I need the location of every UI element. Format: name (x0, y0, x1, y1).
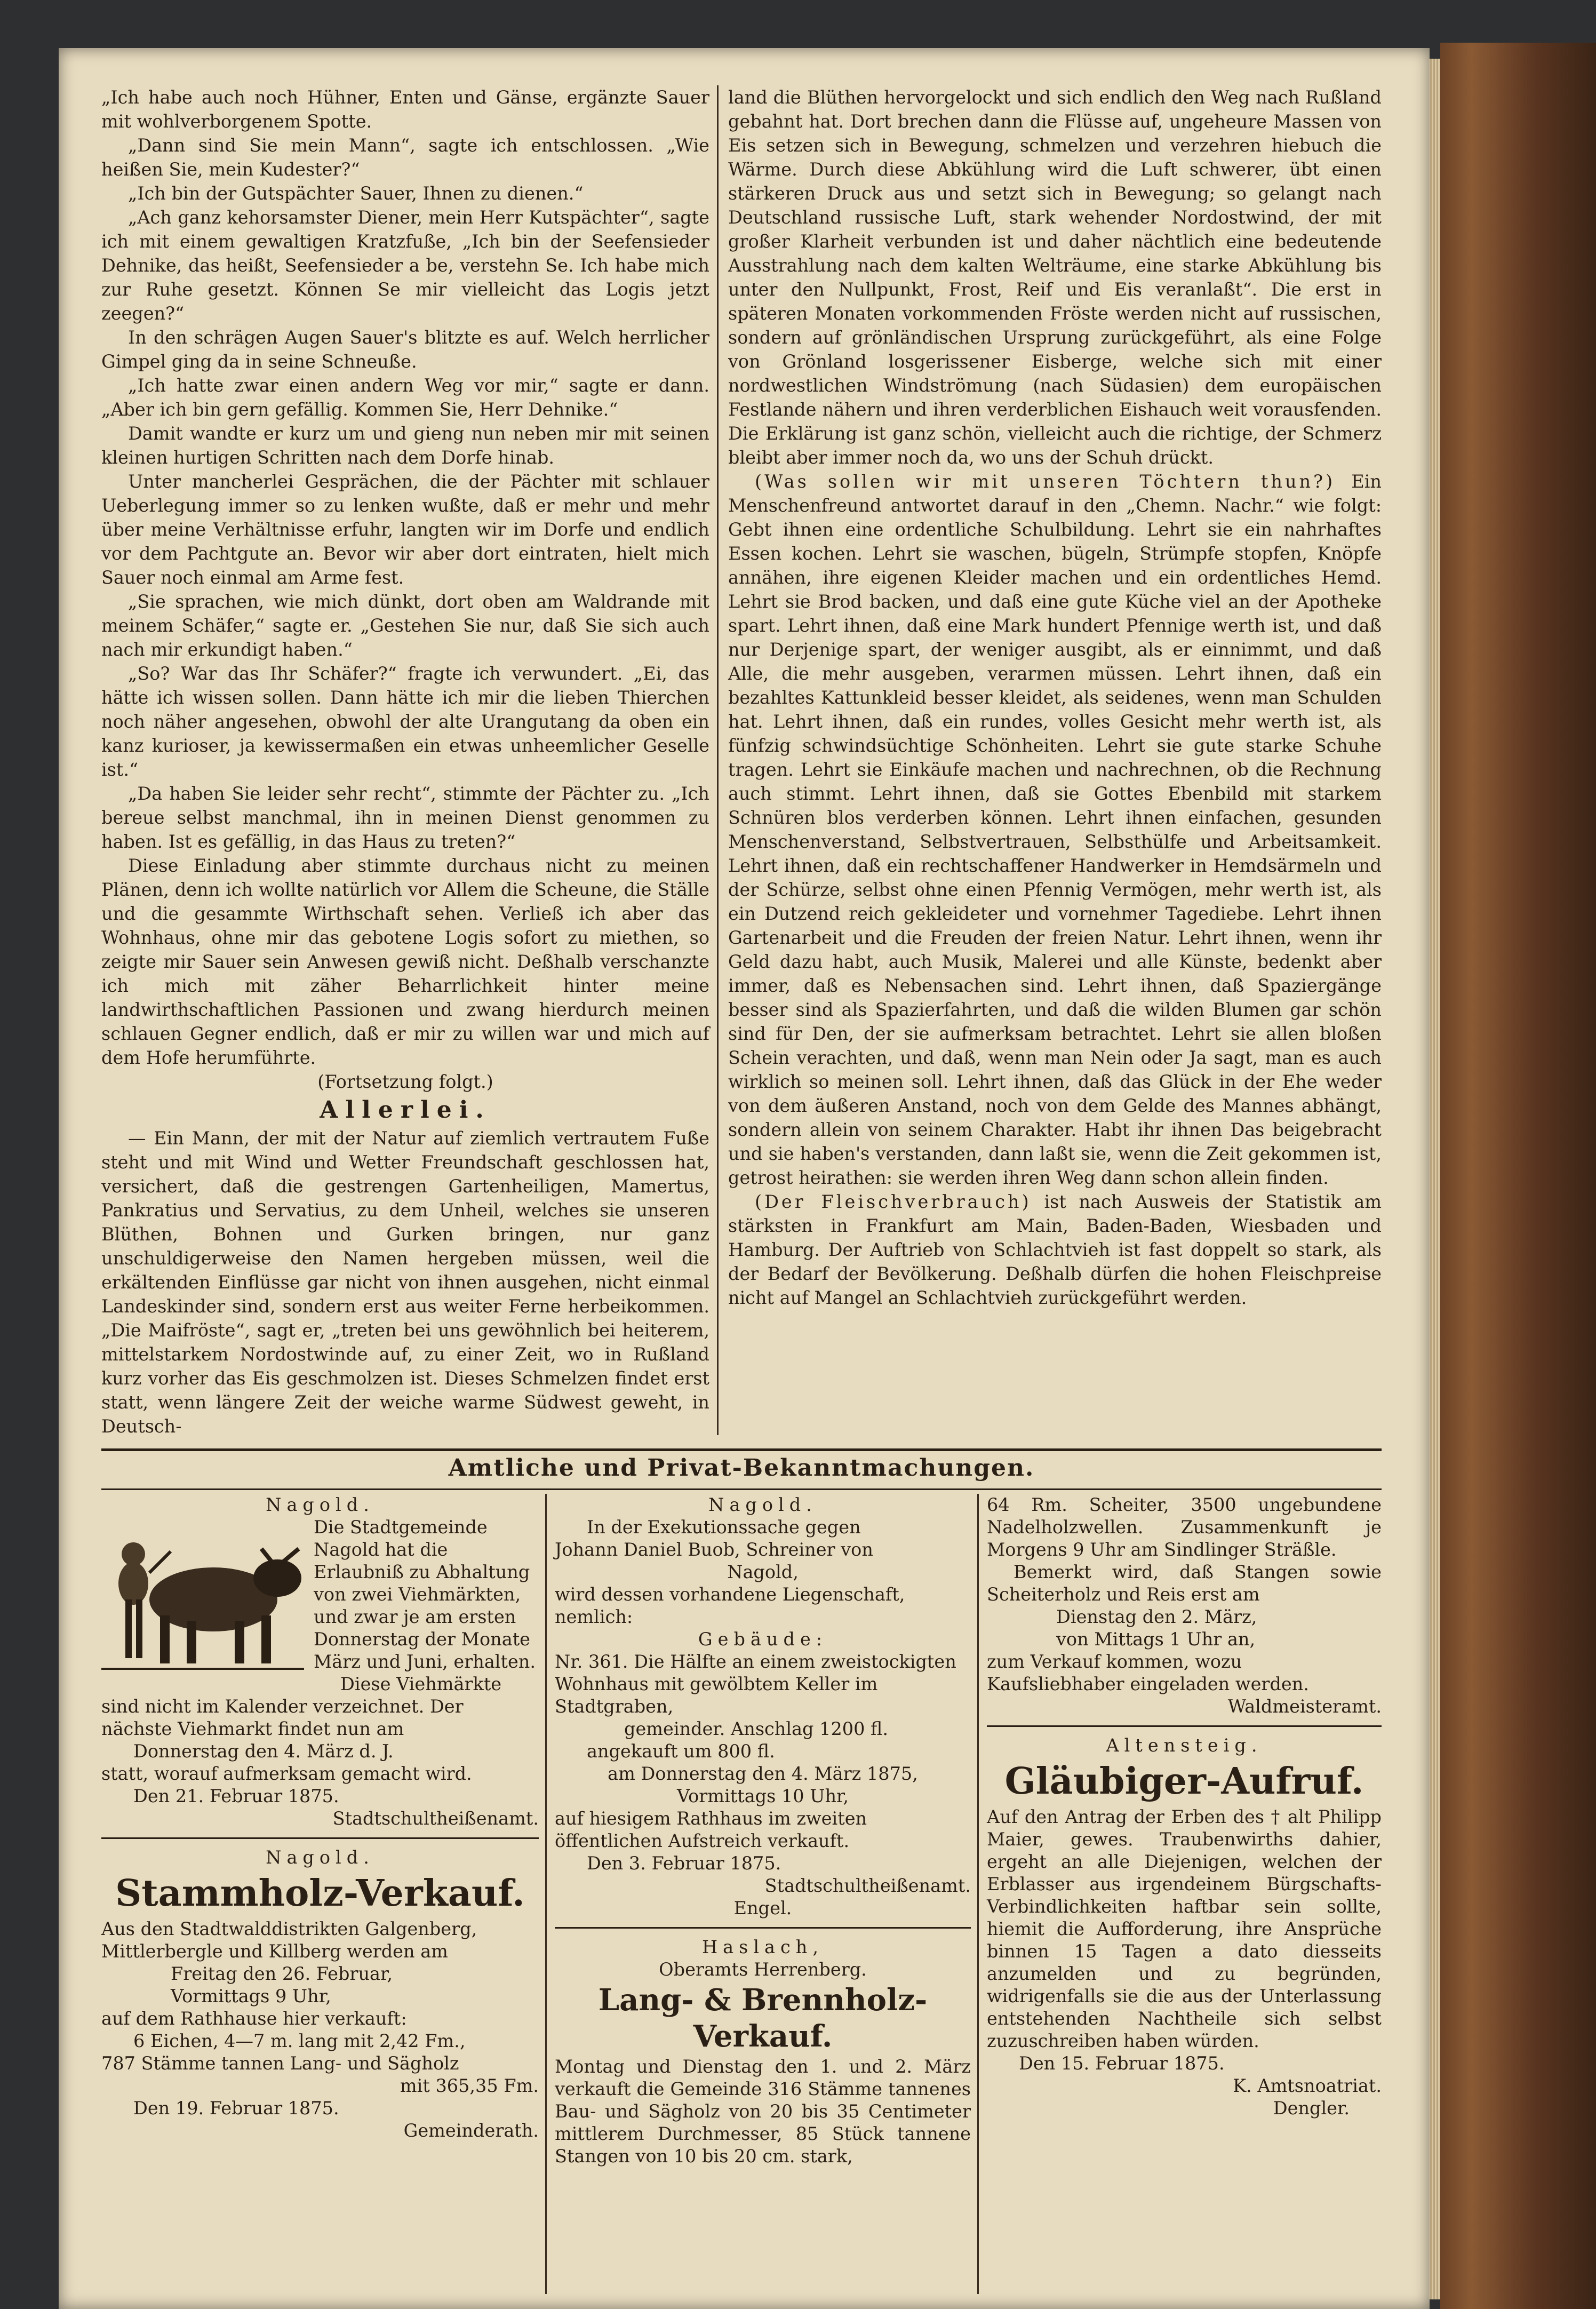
ad-text: Nr. 361. Die Hälfte an einem zweistockigten Wohnhaus mit gewölbtem Keller im Stadtgraben, (555, 1651, 956, 1717)
ad-text: wird dessen vorhandene Liegenschaft, nemlich: (555, 1584, 905, 1627)
ads-column-1 (101, 1494, 539, 2142)
ad-dated: Den 21. Februar 1875. (133, 1786, 339, 1806)
ad-value: angekauft um 800 fl. (587, 1741, 775, 1762)
band-rule-bottom (101, 1488, 1382, 1490)
ad-title-brennholz: Lang- & Brennholz- (598, 1982, 928, 2018)
ads-column-2 (555, 1494, 971, 2168)
ad-text: Montag und Dienstag den 1. und 2. März verkauft die Gemeinde 316 Stämme tannenes Bau- und Sägholz von 20 bis 35 Centimeter mittlerem Durchmesser, 85 Stück tannene Stangen von 10 bis 20 cm. stark, (555, 2056, 971, 2167)
ad-time: Vormittags 9 Uhr, (171, 1986, 331, 2007)
story-paragraph: „Ach ganz kehorsamster Diener, mein Herr Kutspächter“, sagte ich mit einem gewaltigen Kratzfuße, „Ich bin der Seefensieder Dehnike, das heißt, Seefensieder a be, verstehn Se. Ich habe mich zur Ruhe gesetzt. Können Se mir vielleicht das Logis jetzt zeegen?“ (101, 207, 709, 324)
ad-town: Altensteig. (1106, 1735, 1263, 1756)
ad-text: Aus den Stadtwalddistrikten Galgenberg, Mittlerbergle und Killberg werden am (101, 1918, 477, 1962)
ad-subhead: Gebäude: (698, 1629, 828, 1650)
continued-note: (Fortsetzung folgt.) (317, 1071, 493, 1092)
story-paragraph: Damit wandte er kurz um und gieng nun neben mir mit seinen kleinen hurtigen Schritten nach dem Dorfe hinab. (101, 423, 709, 468)
ad-text: Johann Daniel Buob, Schreiner von (555, 1539, 873, 1560)
article-continuation: land die Blüthen hervorgelockt und sich endlich den Weg nach Rußland gebahnt hat. Dort brechen dann die Flüsse auf, ungeheure Massen von Eis setzen sich in Bewegung, schmelzen und verzehren hiebuch die Wärme. Durch diese Abkühlung wird die Luft schwerer, übt einen stärkeren Druck aus und setzt sich in Bewegung; so gelangt nach Deutschland russische Luft, stark wehender Nordostwind, der mit großer Klarheit verbunden ist und daher nächtlich eine bedeutende Ausstrahlung nach dem kalten Welträume, eine starke Abkühlung bis unter den Nullpunkt, Frost, Reif und Eis veranlaßt“. Die erst in späteren Monaten vorkommenden Fröste werden nicht auf russischen, sondern auf grönländischen Ursprung zurückgeführt, als eine Folge von Grönland losgerissener Eisberge, welche sich mit einer nordwestlichen Windströmung (nach Südasien) dem europäischen Festlande nähern und ihren verderblichen Eishauch weit vorausfenden. Die Erklärung ist ganz schön, vielleicht auch die richtige, der Schmerz bleibt aber immer noch da, wo uns der Schuh drückt. (728, 87, 1382, 468)
article-heading-toechter: (Was sollen wir mit unseren Töchtern thun?) (755, 471, 1336, 492)
left-column (101, 85, 709, 1438)
ad-separator (555, 1927, 971, 1929)
ad-signer: Stadtschultheißenamt. (764, 1875, 971, 1896)
ad-time: von Mittags 1 Uhr an, (1056, 1629, 1256, 1650)
allerlei-paragraph: — Ein Mann, der mit der Natur auf ziemlich vertrautem Fuße steht und mit Wind und Wetter Freundschaft geschlossen hat, versichert, daß die gestrengen Gartenheiligen, Mamertus, Pankratius und Servatius, zu dem Unheil, welches sie unseren Blüthen, Bohnen und Gurken bringen, nur ganz unschuldigerweise den Namen hergeben müssen, weil die erkältenden Einflüsse gar nicht von ihnen ausgehen, nicht einmal Landeskinder sind, sondern erst aus weiter Ferne herbeikommen. „Die Maifröste“, sagt er, „treten bei uns gewöhnlich bei heiterem, mittelstarkem Nordostwinde auf, zu einer Zeit, wo in Rußland kurz vorher das Eis geschmolzen ist. Dieses Schmelzen findet erst statt, wenn längere Zeit der weiche warme Südwest geweht, in Deutsch- (101, 1128, 709, 1437)
ad-title-glaeubiger: Gläubiger-Aufruf. (1004, 1760, 1364, 1803)
ad-text: Die Stadtgemeinde Nagold hat die Erlaubniß zu Abhaltung von zwei Viehmärkten, und zwar je am ersten Donnerstag der Monate März und Juni, erhalten. (314, 1517, 536, 1672)
band-rule-top (101, 1448, 1382, 1451)
ad-town: Nagold. (708, 1494, 817, 1515)
ad-time: Vormittags 10 Uhr, (676, 1786, 849, 1806)
ad-value: gemeinder. Anschlag 1200 fl. (624, 1718, 889, 1739)
story-paragraph: In den schrägen Augen Sauer's blitzte es auf. Welch herrlicher Gimpel ging da in seine Schneuße. (101, 327, 709, 372)
story-paragraph: „Ich hatte zwar einen andern Weg vor mir,“ sagte er dann. „Aber ich bin gern gefällig. Kommen Sie, Herr Dehnike.“ (101, 375, 709, 420)
ads-divider (977, 1494, 979, 2294)
ad-item: 787 Stämme tannen Lang- und Sägholz (101, 2053, 459, 2074)
ad-text: Auf den Antrag der Erben des † alt Philipp Maier, gewes. Traubenwirths dahier, ergeht an alle Diejenigen, welchen der Erblasser aus irgendeinem Bürgschafts-Verbindlichkeiten haftbar sein sollte, hiemit die Aufforderung, ihre Ansprüche binnen 15 Tagen a dato diesseits anzumelden und zu begründen, widrigenfalls sie die aus der Unterlassung entstehenden Nachtheile sich selbst zuzuschreiben haben würden. (987, 1806, 1382, 2051)
ad-signer: K. Amtsnoatriat. (1233, 2075, 1382, 2096)
ad-text: auf hiesigem Rathhaus im zweiten öffentlichen Aufstreich verkauft. (555, 1808, 867, 1851)
story-paragraph: „Ich bin der Gutspächter Sauer, Ihnen zu dienen.“ (128, 183, 584, 204)
ad-item: mit 365,35 Fm. (400, 2075, 539, 2096)
ad-title-verkauf: Verkauf. (693, 2019, 833, 2054)
ad-subtown: Oberamts Herrenberg. (659, 1959, 867, 1980)
ad-town: Haslach, (701, 1937, 824, 1957)
ad-town: Nagold. (266, 1494, 374, 1515)
cattle-illustration (101, 1519, 304, 1679)
ad-dated: Den 19. Februar 1875. (133, 2098, 339, 2119)
ad-text: auf dem Rathhause hier verkauft: (101, 2008, 407, 2029)
ad-date: Donnerstag den 4. März d. J. (133, 1741, 394, 1762)
newspaper-page (59, 48, 1430, 2309)
announcements-title: Amtliche und Privat-Bekanntmachungen. (448, 1454, 1035, 1482)
ad-signer: Waldmeisteramt. (1227, 1696, 1382, 1717)
ad-signer-name: Engel. (733, 1898, 792, 1918)
ad-date: Dienstag den 2. März, (1056, 1606, 1257, 1627)
right-column (728, 85, 1382, 1310)
story-paragraph: Unter mancherlei Gesprächen, die der Pächter mit schlauer Ueberlegung immer so zu lenken wußte, daß er mehr und mehr über meine Verhältnisse erfuhr, langten wir im Dorfe und endlich vor dem Pachtgute an. Bevor wir aber dort eintraten, hielt mich Sauer noch einmal am Arme fest. (101, 471, 709, 588)
ad-text: In der Exekutionssache gegen (587, 1517, 861, 1538)
article-heading-fleisch: (Der Fleischverbrauch) (755, 1191, 1032, 1212)
ad-item: 6 Eichen, 4—7 m. lang mit 2,42 Fm., (133, 2031, 466, 2051)
ad-town: Nagold. (266, 1847, 374, 1868)
article-text-fleisch: ist nach Ausweis der Statistik am stärksten in Frankfurt am Main, Baden-Baden, Wiesbaden und Hamburg. Der Auftrieb von Schlachtvieh ist fast doppelt so stark, als der Bedarf der Bevölkerung. Deßhalb dürfen die hohen Fleischpreise nicht auf Mangel an Schlachtvieh zurückgeführt werden. (728, 1191, 1382, 1308)
ad-separator (987, 1725, 1382, 1727)
ad-signer: Gemeinderath. (403, 2120, 539, 2141)
column-divider (717, 85, 719, 1435)
story-paragraph: „Da haben Sie leider sehr recht“, stimmte der Pächter zu. „Ich bereue selbst manchmal, ihn in meinen Dienst genommen zu haben. Ist es gefällig, in das Haus zu treten?“ (101, 783, 709, 852)
ad-title-stammholz: Stammholz-Verkauf. (115, 1872, 525, 1915)
story-paragraph: „Ich habe auch noch Hühner, Enten und Gänse, ergänzte Sauer mit wohlverborgenem Spotte. (101, 87, 709, 132)
story-paragraph: „Dann sind Sie mein Mann“, sagte ich entschlossen. „Wie heißen Sie, mein Kudester?“ (101, 135, 709, 180)
ad-text: Diese Viehmärkte sind nicht im Kalender verzeichnet. Der nächste Viehmarkt findet nun am (101, 1674, 502, 1739)
ad-text: Nagold, (727, 1562, 799, 1582)
story-paragraph: Diese Einladung aber stimmte durchaus nicht zu meinen Plänen, denn ich wollte natürlich vor Allem die Scheune, die Ställe und die gesammte Wirthschaft sehen. Verließ ich aber das Wohnhaus, ohne mir das gebotene Logis sofort zu miethen, so zeigte mir Sauer sein Anwesen gewiß nicht. Deßhalb verschanzte ich mich mit zäher Beharrlichkeit hinter meine landwirthschaftlichen Passionen und zwang hierdurch meinen schlauen Gegner endlich, daß er mir zu willen war und mich auf dem Hofe herumführte. (101, 855, 709, 1068)
ads-column-3 (987, 1494, 1382, 2120)
ads-divider (545, 1494, 547, 2294)
ad-signer: Stadtschultheißenamt. (332, 1808, 539, 1829)
book-spine (1440, 43, 1596, 2309)
story-paragraph: „So? War das Ihr Schäfer?“ fragte ich verwundert. „Ei, das hätte ich wissen sollen. Dann hätte ich mir die lieben Thierchen noch näher angesehen, obwohl der alte Urangutang da oben ein kanz kurioser, ja kewissermaßen ein etwas unheemlicher Geselle ist.“ (101, 663, 709, 780)
ad-text: statt, worauf aufmerksam gemacht wird. (101, 1763, 472, 1784)
ad-dated: Den 15. Februar 1875. (1019, 2053, 1225, 2074)
ad-signer-name: Dengler. (1273, 2098, 1350, 2119)
story-paragraph: „Sie sprachen, wie mich dünkt, dort oben am Waldrande mit meinem Schäfer,“ sagte er. „Gestehen Sie nur, daß Sie sich auch nach mir erkundigt haben.“ (101, 591, 709, 660)
ad-text: zum Verkauf kommen, wozu Kaufsliebhaber eingeladen werden. (987, 1651, 1309, 1694)
ad-separator (101, 1837, 539, 1839)
ad-date: Freitag den 26. Februar, (171, 1963, 393, 1984)
ad-text: Bemerkt wird, daß Stangen sowie Scheiterholz und Reis erst am (987, 1562, 1382, 1605)
article-text-toechter: Ein Menschenfreund antwortet darauf in den „Chemn. Nachr.“ wie folgt: Gebt ihnen eine ordentliche Schulbildung. Lehrt sie ein nahrhaftes Essen kochen. Lehrt sie waschen, bügeln, Strümpfe stopfen, Knöpfe annähen, ihre eigenen Kleider machen und ein ordentliches Hemd. Lehrt sie Brod backen, und daß eine gute Küche viel an der Apotheke spart. Lehrt ihnen, daß eine Mark hundert Pfennige werth ist, und daß nur Derjenige spart, der weniger ausgibt, als er einnimmt, und daß Alle, die mehr ausgeben, verarmen müssen. Lehrt ihnen, daß ein bezahltes Kattunkleid besser kleidet, als seidenes, wenn man Schulden hat. Lehrt ihnen, daß ein rundes, volles Gesicht mehr werth ist, als fünfzig schwindsüchtige Schönheiten. Lehrt sie gute starke Schuhe tragen. Lehrt sie Einkäufe machen und nachrechnen, ob die Rechnung auch stimmt. Lehrt ihnen, daß sie Gottes Ebenbild mit starkem Schnüren blos verderben können. Lehrt ihnen einfachen, gesunden Menschenverstand, Selbstvertrauen, Selbsthülfe und Arbeitsamkeit. Lehrt ihnen, daß ein rechtschaffener Handwerker in Hemdsärmeln und der Schürze, selbst ohne einen Pfennig Vermögen, mehr werth ist, als ein Dutzend reich gekleideter und vornehmer Tagediebe. Lehrt ihnen Gartenarbeit und die Freuden der freien Natur. Lehrt ihnen, wenn ihr Geld dazu habt, auch Musik, Malerei und alle Künste, bedenkt aber immer, daß es Nebensachen sind. Lehrt ihnen, daß Spaziergänge besser sind als Spazierfahrten, und daß die wilden Blumen gar schön sind für Den, der sie aufmerksam betrachtet. Lehrt sie allen bloßen Schein verachten, und daß, wenn man Nein oder Ja sagt, man es auch wirklich so meinen soll. Lehrt ihnen, daß das Glück in der Ehe weder von dem äußeren Anstand, noch von dem Gelde des Mannes abhängt, sondern allein von seinem Charakter. Habt ihr ihnen Das beigebracht und sie haben's verstanden, dann laßt sie, wenn die Zeit gekommen ist, getrost heirathen: sie werden ihren Weg dann schon allein finden. (728, 471, 1382, 1188)
section-title-allerlei: Allerlei. (320, 1096, 491, 1124)
ad-date: am Donnerstag den 4. März 1875, (608, 1763, 918, 1784)
ad-text: 64 Rm. Scheiter, 3500 ungebundene Nadelholzwellen. Zusammenkunft je Morgens 9 Uhr am Sindlinger Sträßle. (987, 1494, 1382, 1560)
ad-dated: Den 3. Februar 1875. (587, 1853, 781, 1874)
